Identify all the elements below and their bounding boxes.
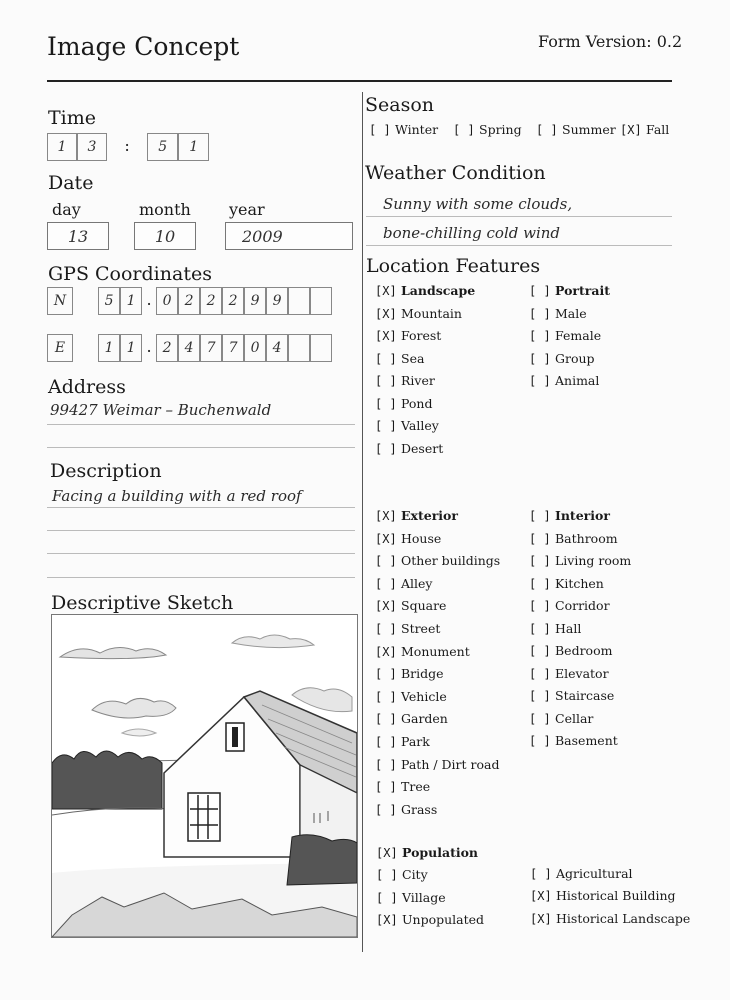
checkbox-icon[interactable]: [ ] bbox=[376, 890, 398, 905]
gps-lon-decimal[interactable]: 7 bbox=[200, 334, 222, 362]
address-line bbox=[47, 447, 355, 448]
checkbox-label: Grass bbox=[401, 801, 438, 817]
checkbox-item-path-dirt-road[interactable] bbox=[375, 757, 499, 772]
gps-lat-decimal[interactable]: 9 bbox=[266, 287, 288, 315]
description-value[interactable]: Facing a building with a red roof bbox=[52, 487, 302, 505]
month-label: month bbox=[139, 200, 191, 219]
weather-line bbox=[366, 216, 672, 217]
address-value[interactable]: 99427 Weimar – Buchenwald bbox=[50, 401, 272, 419]
gps-lon-decimal[interactable]: 4 bbox=[266, 334, 288, 362]
checkbox-label: Sea bbox=[401, 350, 425, 366]
checkbox-icon[interactable]: [ ] bbox=[376, 868, 398, 883]
checkbox-icon[interactable]: [ ] bbox=[375, 735, 397, 749]
checkbox-label: Kitchen bbox=[555, 575, 604, 591]
checkbox-item-city[interactable] bbox=[376, 867, 428, 882]
gps-lon-decimal[interactable]: 0 bbox=[244, 334, 266, 362]
day-field[interactable]: 13 bbox=[47, 222, 109, 250]
house-sketch-image bbox=[52, 615, 357, 937]
checkbox-item-garden[interactable] bbox=[375, 711, 448, 726]
description-line bbox=[47, 577, 355, 578]
checkbox-icon[interactable]: [ ] bbox=[375, 757, 397, 772]
checkbox-icon[interactable]: [X] bbox=[530, 889, 552, 904]
gps-lat-dot: . bbox=[146, 290, 152, 309]
checkbox-item-park[interactable] bbox=[375, 734, 430, 749]
checkbox-icon[interactable]: [ ] bbox=[375, 374, 397, 388]
checkbox-item-corridor[interactable] bbox=[529, 598, 610, 613]
checkbox-item-other-buildings[interactable] bbox=[375, 553, 500, 568]
checkbox-item-bridge[interactable] bbox=[375, 666, 444, 681]
weather-label: Weather Condition bbox=[365, 162, 546, 184]
checkbox-icon[interactable]: [ ] bbox=[529, 351, 551, 366]
checkbox-icon[interactable]: [ ] bbox=[529, 284, 551, 298]
checkbox-icon[interactable]: [ ] bbox=[375, 419, 397, 433]
checkbox-label: Animal bbox=[555, 373, 600, 388]
checkbox-label: Historical Landscape bbox=[556, 910, 691, 926]
checkbox-label: Tree bbox=[401, 779, 431, 795]
gps-lat-decimal[interactable]: 0 bbox=[156, 287, 178, 315]
checkbox-item-unpopulated[interactable] bbox=[376, 912, 484, 927]
checkbox-item-historical-landscape[interactable] bbox=[530, 911, 690, 926]
gps-lat-decimal[interactable] bbox=[310, 287, 332, 315]
form-title: Image Concept bbox=[47, 32, 240, 61]
checkbox-label: Other buildings bbox=[401, 553, 501, 569]
checkbox-label: City bbox=[402, 867, 428, 883]
checkbox-icon[interactable]: [X] bbox=[376, 846, 398, 860]
checkbox-item-vehicle[interactable] bbox=[375, 689, 447, 704]
gps-lon-decimal[interactable]: 7 bbox=[222, 334, 244, 362]
header-divider bbox=[47, 80, 672, 82]
checkbox-label: Mountain bbox=[401, 305, 462, 321]
month-field[interactable]: 10 bbox=[134, 222, 196, 250]
checkbox-icon[interactable]: [ ] bbox=[530, 867, 552, 881]
gps-lat-decimal[interactable] bbox=[288, 287, 310, 315]
checkbox-item-agricultural[interactable] bbox=[530, 866, 633, 881]
checkbox-item-kitchen[interactable] bbox=[529, 576, 604, 591]
time-minute-digit[interactable]: 5 bbox=[147, 133, 178, 161]
checkbox-label: River bbox=[401, 373, 435, 388]
checkbox-icon[interactable]: [X] bbox=[376, 912, 398, 927]
checkbox-item-house[interactable] bbox=[375, 531, 441, 546]
season-option-winter[interactable]: [ ] Winter bbox=[369, 122, 439, 137]
weather-line-2[interactable]: bone-chilling cold wind bbox=[383, 224, 561, 242]
checkbox-item-village[interactable] bbox=[376, 890, 446, 905]
checkbox-label: Pond bbox=[401, 395, 433, 411]
checkbox-label: Garden bbox=[401, 711, 448, 727]
checkbox-label: Village bbox=[402, 889, 446, 905]
gps-lat-degree[interactable]: 5 bbox=[98, 287, 120, 315]
description-label: Description bbox=[50, 460, 162, 482]
checkbox-label: Corridor bbox=[555, 598, 610, 613]
checkbox-icon[interactable]: [ ] bbox=[375, 396, 397, 411]
gps-label: GPS Coordinates bbox=[48, 263, 212, 285]
checkbox-item-river[interactable] bbox=[375, 373, 435, 388]
checkbox-icon[interactable]: [X] bbox=[375, 306, 397, 321]
checkbox-icon[interactable]: [ ] bbox=[529, 621, 551, 636]
column-divider bbox=[362, 92, 363, 952]
checkbox-label: Portrait bbox=[555, 283, 610, 298]
day-label: day bbox=[52, 200, 81, 219]
gps-lat-degree[interactable]: 1 bbox=[120, 287, 142, 315]
checkbox-label: Alley bbox=[401, 575, 433, 591]
checkbox-icon[interactable]: [ ] bbox=[529, 554, 551, 568]
checkbox-icon[interactable]: [ ] bbox=[529, 734, 551, 748]
checkbox-item-exterior[interactable] bbox=[375, 508, 458, 523]
checkbox-item-forest[interactable] bbox=[375, 328, 441, 343]
checkbox-label: Male bbox=[555, 305, 587, 321]
checkbox-label: Historical Building bbox=[556, 888, 676, 904]
checkbox-label: Living room bbox=[555, 553, 632, 568]
checkbox-icon[interactable]: [ ] bbox=[529, 329, 551, 343]
checkbox-item-animal[interactable] bbox=[529, 373, 599, 388]
checkbox-icon[interactable]: [X] bbox=[375, 644, 397, 659]
checkbox-label: Bathroom bbox=[555, 530, 618, 546]
time-minute-digit[interactable]: 1 bbox=[178, 133, 209, 161]
checkbox-label: Bedroom bbox=[555, 643, 613, 658]
season-label: Season bbox=[365, 94, 435, 116]
checkbox-label: Valley bbox=[401, 418, 439, 433]
weather-line-1[interactable]: Sunny with some clouds, bbox=[383, 195, 573, 213]
checkbox-label: Interior bbox=[555, 508, 610, 523]
checkbox-item-portrait[interactable] bbox=[529, 283, 610, 298]
gps-lon-decimal[interactable]: 4 bbox=[178, 334, 200, 362]
checkbox-label: Hall bbox=[555, 620, 582, 636]
checkbox-icon[interactable]: [ ] bbox=[529, 374, 551, 388]
checkbox-item-valley[interactable] bbox=[375, 418, 439, 433]
checkbox-item-street[interactable] bbox=[375, 621, 440, 636]
gps-lat-direction[interactable]: N bbox=[47, 287, 73, 315]
checkbox-icon[interactable]: [ ] bbox=[375, 622, 397, 636]
gps-lon-dot: . bbox=[146, 337, 152, 356]
checkbox-icon[interactable]: [ ] bbox=[375, 667, 397, 682]
date-label: Date bbox=[48, 172, 94, 194]
checkbox-label: Unpopulated bbox=[402, 911, 485, 927]
checkbox-item-living-room[interactable] bbox=[529, 553, 631, 568]
checkbox-icon[interactable]: [ ] bbox=[529, 644, 551, 658]
year-field[interactable]: 2009 bbox=[225, 222, 353, 250]
checkbox-icon[interactable]: [ ] bbox=[375, 554, 397, 569]
checkbox-icon[interactable]: [X] bbox=[375, 599, 397, 614]
checkbox-label: Cellar bbox=[555, 710, 594, 726]
gps-longitude-row bbox=[47, 334, 332, 362]
checkbox-item-interior[interactable] bbox=[529, 508, 610, 523]
checkbox-item-male[interactable] bbox=[529, 306, 587, 321]
checkbox-icon[interactable]: [X] bbox=[375, 531, 397, 546]
checkbox-item-tree[interactable] bbox=[375, 779, 430, 794]
checkbox-icon[interactable]: [ ] bbox=[536, 123, 558, 137]
checkbox-item-sea[interactable] bbox=[375, 351, 424, 366]
gps-lon-degree[interactable]: 1 bbox=[120, 334, 142, 362]
checkbox-label: Square bbox=[401, 598, 447, 614]
description-line bbox=[47, 507, 355, 508]
descriptive-sketch bbox=[51, 614, 358, 938]
address-line bbox=[47, 424, 355, 425]
address-label: Address bbox=[48, 376, 126, 398]
checkbox-label: Street bbox=[401, 621, 441, 636]
checkbox-icon[interactable]: [ ] bbox=[375, 576, 397, 591]
checkbox-item-monument[interactable] bbox=[375, 644, 470, 659]
checkbox-label: Monument bbox=[401, 643, 470, 659]
checkbox-item-alley[interactable] bbox=[375, 576, 432, 591]
checkbox-icon[interactable]: [ ] bbox=[375, 712, 397, 727]
year-label: year bbox=[229, 200, 265, 219]
checkbox-label: Exterior bbox=[401, 508, 458, 523]
time-hour-digit[interactable]: 3 bbox=[77, 133, 107, 161]
gps-latitude-row bbox=[47, 287, 332, 315]
time-fields bbox=[47, 133, 209, 161]
gps-lat-decimal[interactable]: 2 bbox=[178, 287, 200, 315]
checkbox-icon[interactable]: [ ] bbox=[529, 599, 551, 613]
checkbox-item-grass[interactable] bbox=[375, 802, 437, 817]
checkbox-label: Path / Dirt road bbox=[401, 756, 500, 772]
checkbox-item-group[interactable] bbox=[529, 351, 595, 366]
description-line bbox=[47, 530, 355, 531]
checkbox-icon[interactable]: [ ] bbox=[529, 689, 551, 703]
gps-lon-decimal[interactable] bbox=[310, 334, 332, 362]
checkbox-item-hall[interactable] bbox=[529, 621, 581, 636]
season-option-spring[interactable]: [ ] Spring bbox=[453, 122, 522, 137]
checkbox-icon[interactable]: [ ] bbox=[529, 531, 551, 546]
location-features-label: Location Features bbox=[366, 255, 541, 277]
checkbox-icon[interactable]: [X] bbox=[375, 509, 397, 523]
checkbox-icon[interactable]: [X] bbox=[530, 911, 552, 926]
checkbox-icon[interactable]: [ ] bbox=[529, 666, 551, 681]
form-version: Form Version: 0.2 bbox=[538, 32, 683, 51]
gps-lon-direction[interactable]: E bbox=[47, 334, 73, 362]
checkbox-icon[interactable]: [ ] bbox=[375, 441, 397, 456]
checkbox-item-population[interactable] bbox=[376, 845, 478, 860]
checkbox-icon[interactable]: [ ] bbox=[529, 711, 551, 726]
checkbox-item-cellar[interactable] bbox=[529, 711, 593, 726]
checkbox-label: Population bbox=[402, 845, 479, 860]
time-hour-digit[interactable]: 1 bbox=[47, 133, 77, 161]
season-option-summer[interactable]: [ ] Summer bbox=[536, 122, 616, 137]
time-separator: : bbox=[124, 136, 130, 155]
checkbox-icon[interactable]: [ ] bbox=[375, 351, 397, 366]
checkbox-label: Landscape bbox=[401, 283, 476, 298]
gps-lat-decimal[interactable]: 2 bbox=[200, 287, 222, 315]
checkbox-label: Park bbox=[401, 734, 430, 749]
season-option-fall[interactable]: [X] Fall bbox=[620, 122, 670, 137]
checkbox-item-elevator[interactable] bbox=[529, 666, 609, 681]
checkbox-label: Elevator bbox=[555, 665, 609, 681]
checkbox-icon[interactable]: [X] bbox=[620, 123, 642, 137]
checkbox-item-bedroom[interactable] bbox=[529, 643, 612, 658]
checkbox-label: Bridge bbox=[401, 666, 444, 682]
time-label: Time bbox=[48, 107, 97, 129]
checkbox-label: Vehicle bbox=[401, 688, 447, 704]
checkbox-item-desert[interactable] bbox=[375, 441, 443, 456]
description-line bbox=[47, 553, 355, 554]
checkbox-icon[interactable]: [X] bbox=[375, 284, 397, 298]
gps-lat-decimal[interactable]: 2 bbox=[222, 287, 244, 315]
checkbox-item-square[interactable] bbox=[375, 598, 446, 613]
checkbox-icon[interactable]: [ ] bbox=[375, 802, 397, 817]
sketch-label: Descriptive Sketch bbox=[51, 592, 234, 614]
checkbox-icon[interactable]: [ ] bbox=[375, 689, 397, 704]
checkbox-item-bathroom[interactable] bbox=[529, 531, 618, 546]
gps-lat-decimal[interactable]: 9 bbox=[244, 287, 266, 315]
checkbox-icon[interactable]: [ ] bbox=[529, 509, 551, 523]
checkbox-item-mountain[interactable] bbox=[375, 306, 462, 321]
gps-lon-degree[interactable]: 1 bbox=[98, 334, 120, 362]
gps-lon-decimal[interactable] bbox=[288, 334, 310, 362]
weather-line bbox=[366, 245, 672, 246]
checkbox-icon[interactable]: [ ] bbox=[375, 780, 397, 795]
checkbox-label: Group bbox=[555, 350, 595, 366]
checkbox-label: House bbox=[401, 530, 442, 546]
checkbox-item-female[interactable] bbox=[529, 328, 601, 343]
checkbox-icon[interactable]: [ ] bbox=[453, 123, 475, 137]
checkbox-item-staircase[interactable] bbox=[529, 688, 614, 703]
gps-lon-decimal[interactable]: 2 bbox=[156, 334, 178, 362]
checkbox-label: Forest bbox=[401, 328, 442, 343]
checkbox-item-landscape[interactable] bbox=[375, 283, 475, 298]
checkbox-label: Basement bbox=[555, 733, 618, 748]
checkbox-label: Female bbox=[555, 328, 602, 343]
checkbox-icon[interactable]: [ ] bbox=[529, 306, 551, 321]
checkbox-icon[interactable]: [ ] bbox=[529, 576, 551, 591]
checkbox-label: Desert bbox=[401, 440, 444, 456]
checkbox-item-pond[interactable] bbox=[375, 396, 432, 411]
checkbox-icon[interactable]: [X] bbox=[375, 329, 397, 343]
checkbox-item-basement[interactable] bbox=[529, 733, 618, 748]
checkbox-label: Agricultural bbox=[556, 866, 633, 881]
checkbox-label: Staircase bbox=[555, 688, 615, 703]
checkbox-icon[interactable]: [ ] bbox=[369, 123, 391, 137]
checkbox-item-historical-building[interactable] bbox=[530, 888, 676, 903]
